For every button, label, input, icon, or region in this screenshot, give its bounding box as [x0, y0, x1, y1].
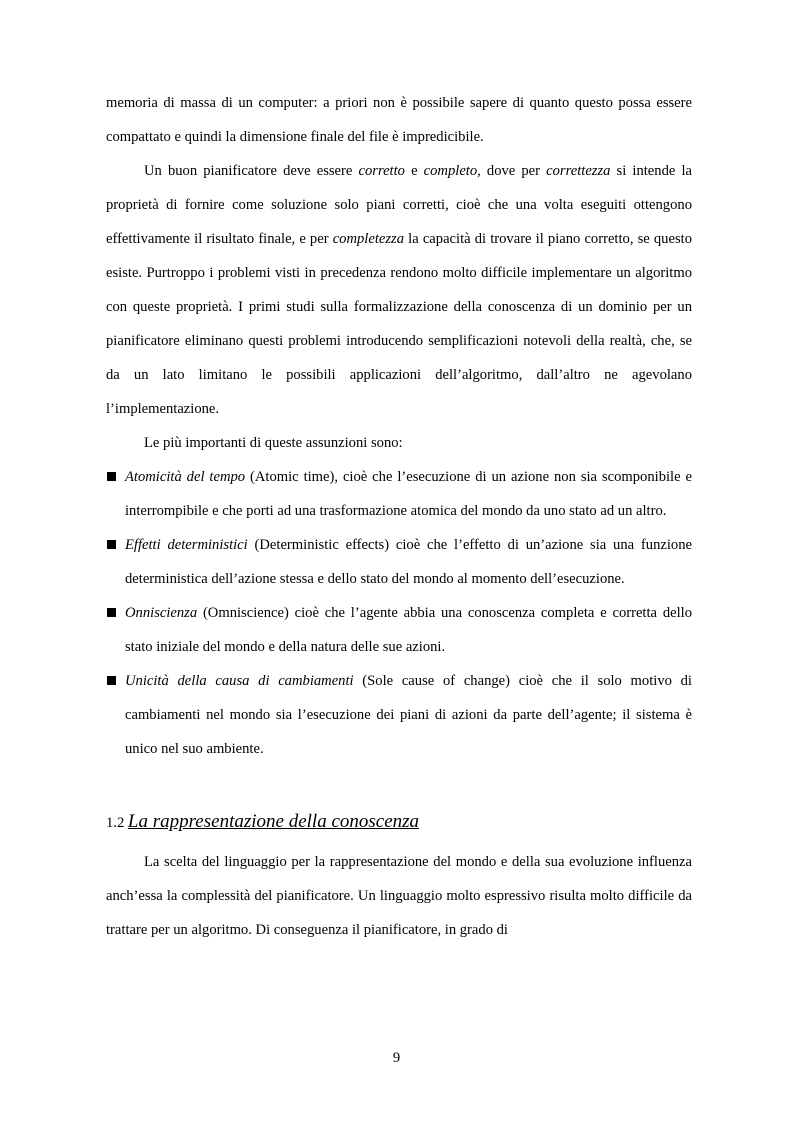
list-item	[106, 528, 692, 596]
term-completezza: completezza	[332, 231, 405, 247]
square-bullet-icon	[107, 676, 116, 685]
paragraph-assumptions-intro: Le più importanti di queste assunzioni sono:	[144, 435, 403, 451]
text-run: la capacità di trovare il piano corretto, se questo esiste. Purtroppo i problemi visti in precedenza rendono molto difficile implementare un algoritmo con queste proprietà. I primi studi sulla formalizzazione della conoscenza di un dominio per un pianificatore eliminano questi problemi introducendo semplificazioni notevoli della realtà, che, se da un lato limitano le possibili applicazioni dell’algoritmo, dall’altro ne agevolano l’implementazione.	[106, 231, 692, 417]
assumptions-list	[106, 460, 692, 766]
assumption-text: (Atomic time), cioè che l’esecuzione di un azione non sia scomponibile e interrompibile e che porti ad una trasformazione atomica del mondo da uno stato ad un altro.	[125, 469, 692, 519]
list-item	[106, 596, 692, 664]
paragraph-continuation: memoria di massa di un computer: a priori non è possibile sapere di quanto questo possa essere compattato e quindi la dimensione finale del file è impredicibile.	[106, 95, 692, 145]
text-run: dove per	[480, 163, 547, 179]
square-bullet-icon	[107, 472, 116, 481]
section-title: La rappresentazione della conoscenza	[127, 811, 420, 832]
text-run: si intende la proprietà di fornire come soluzione solo piani corretti, cioè che una volta eseguiti ottengono effettivamente il risultato finale, e per	[106, 163, 692, 247]
text-run: e	[404, 163, 424, 179]
assumption-text: (Omniscience) cioè che l’agente abbia una conoscenza completa e corretta dello stato iniziale del mondo e della natura delle sue azioni.	[125, 605, 692, 655]
list-item	[106, 664, 692, 766]
assumption-text: (Deterministic effects) cioè che l’effetto di un’azione sia una funzione deterministica dell’azione stessa e dello stato del mondo al momento dell’esecuzione.	[125, 537, 692, 587]
term-corretto: corretto	[358, 163, 405, 179]
square-bullet-icon	[107, 608, 116, 617]
term-correttezza: correttezza	[546, 163, 611, 179]
assumption-term: Unicità della causa di cambiamenti	[125, 673, 354, 689]
page-body	[106, 86, 692, 947]
paragraph-planner-correctness	[106, 154, 692, 426]
assumption-term: Atomicità del tempo	[125, 469, 246, 485]
assumption-text: (Sole cause of change) cioè che il solo motivo di cambiamenti nel mondo sia l’esecuzione dei piani di azioni da parte dell’agente; il sistema è unico nel suo ambiente.	[125, 673, 692, 757]
section-number: 1.2	[106, 815, 125, 831]
assumption-term: Onniscienza	[125, 605, 198, 621]
page-number: 9	[392, 1050, 401, 1066]
assumption-term: Effetti deterministici	[125, 537, 248, 553]
section-heading	[106, 800, 692, 845]
paragraph-section-intro: La scelta del linguaggio per la rappresentazione del mondo e della sua evoluzione influenza anch’essa la complessità del pianificatore. Un linguaggio molto espressivo risulta molto difficile da trattare per un algoritmo. Di conseguenza il pianificatore, in grado di	[106, 854, 692, 938]
term-completo: completo,	[423, 163, 481, 179]
square-bullet-icon	[107, 540, 116, 549]
list-item	[106, 460, 692, 528]
text-run: Un buon pianificatore deve essere	[144, 163, 359, 179]
